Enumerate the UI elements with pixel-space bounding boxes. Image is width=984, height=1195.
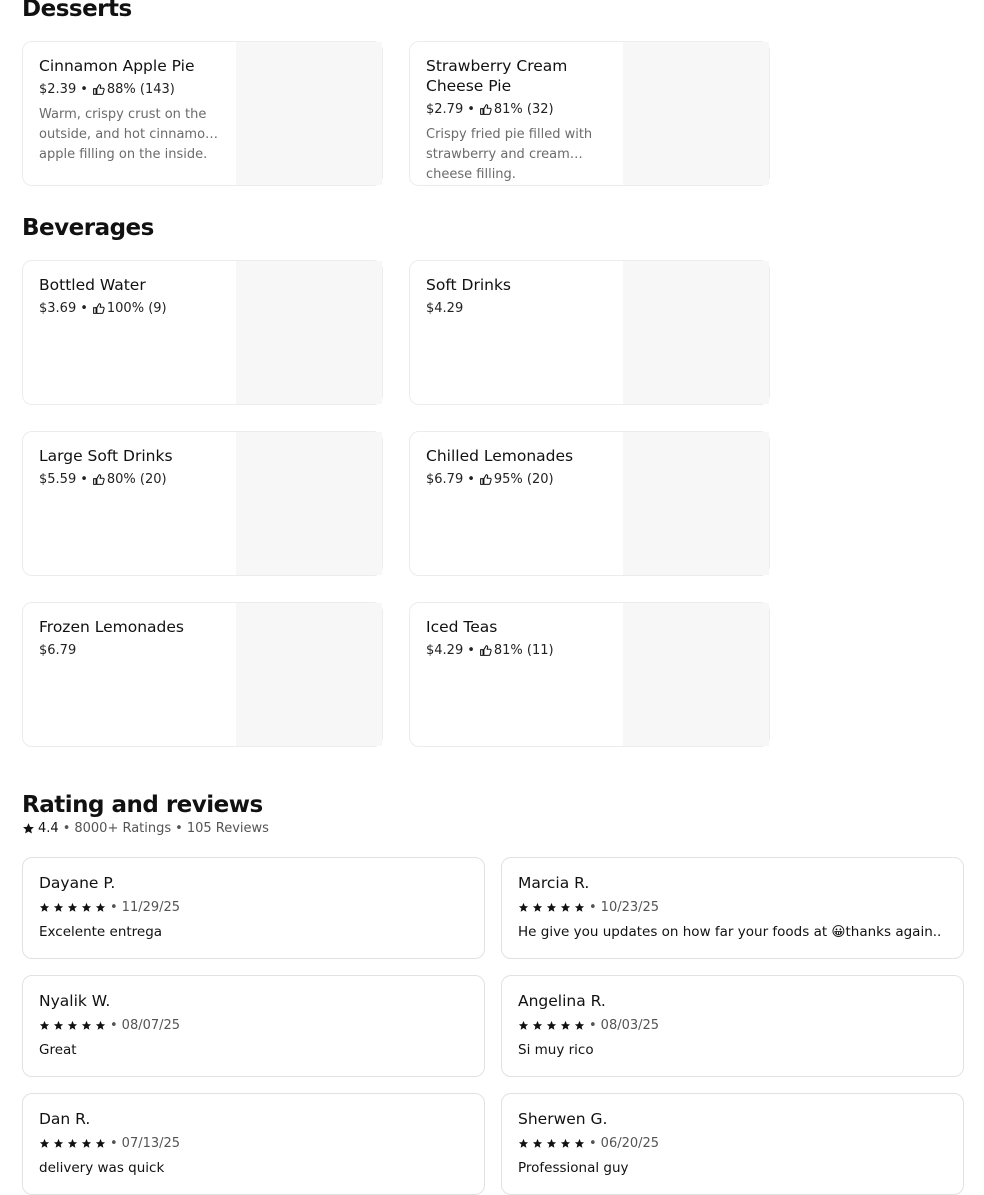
item-price: $2.39 [39,82,77,97]
review-meta: • 08/07/25 [39,1018,180,1033]
review-meta: • 07/13/25 [39,1136,180,1151]
item-meta: $3.69 • 100% (9) [39,301,167,316]
item-image [623,261,769,404]
star-icon [532,1020,543,1031]
item-price: $5.59 [39,472,77,487]
item-description: Crispy fried pie filled with strawberry and cream cheese filling. [426,127,593,182]
item-rating: 81% (11) [493,643,554,658]
star-icon [81,902,92,913]
star-icon [81,1138,92,1149]
star-icon [546,1020,557,1031]
item-name: Strawberry Cream Cheese Pie [426,57,568,95]
item-price: $6.79 [426,472,464,487]
review-card [22,975,485,1077]
review-meta: • 11/29/25 [39,900,180,915]
item-name: Bottled Water [39,276,146,294]
item-meta [39,642,225,659]
item-price: $4.29 [426,643,464,658]
item-name: Chilled Lemonades [426,447,574,465]
review-card [501,857,964,959]
item-image [623,42,769,185]
star-icon [95,1020,106,1031]
thumbs-up-icon [479,644,492,657]
review-meta: • 06/20/25 [518,1136,659,1151]
star-icon [81,1020,92,1031]
item-price: $4.29 [426,301,464,316]
item-rating: 88% (143) [106,82,175,97]
menu-item-card[interactable] [22,260,383,405]
review-card [22,857,485,959]
review-meta: • 10/23/25 [518,900,659,915]
review-date: 08/03/25 [600,1018,660,1033]
star-icon [560,1138,571,1149]
item-meta: $4.29 • 81% (11) [426,643,554,658]
item-image [623,603,769,746]
thumbs-up-icon [92,473,105,486]
review-text: delivery was quick [39,1160,165,1176]
menu-item-card[interactable] [22,602,383,747]
item-description: Warm, crispy crust on the outside, and hot cinnamon apple filling on the inside. [39,107,214,162]
review-stars [518,1138,588,1149]
section-title-beverages: Beverages [22,215,154,241]
star-icon [39,902,50,913]
item-meta: $5.59 • 80% (20) [39,472,167,487]
item-image [236,42,382,185]
menu-item-card[interactable] [22,41,383,186]
menu-item-card[interactable] [409,260,770,405]
review-card [501,1093,964,1195]
item-rating: 81% (32) [493,102,554,117]
thumbs-up-icon [92,302,105,315]
thumbs-up-icon [92,83,105,96]
item-price: $3.69 [39,301,77,316]
review-text: Professional guy [518,1160,629,1176]
review-stars [39,902,109,913]
star-icon [546,902,557,913]
reviewer-name: Sherwen G. [518,1110,608,1128]
menu-item-card[interactable] [409,602,770,747]
star-icon [518,1138,529,1149]
item-price: $2.79 [426,102,464,117]
item-name: Soft Drinks [426,276,512,294]
reviewer-name: Dan R. [39,1110,91,1128]
review-card [501,975,964,1077]
review-text: Excelente entrega [39,924,163,940]
review-card [22,1093,485,1195]
section-title-reviews: Rating and reviews [22,792,263,818]
star-icon [574,1020,585,1031]
star-icon [39,1020,50,1031]
star-icon [39,1138,50,1149]
reviewer-name: Dayane P. [39,874,116,892]
item-meta: $6.79 • 95% (20) [426,472,554,487]
item-rating: 95% (20) [493,472,554,487]
star-icon [67,1138,78,1149]
reviewer-name: Angelina R. [518,992,606,1010]
review-stars [39,1138,109,1149]
star-icon [532,902,543,913]
star-icon [67,902,78,913]
star-icon [532,1138,543,1149]
review-date: 08/07/25 [121,1018,181,1033]
review-date: 07/13/25 [121,1136,181,1151]
star-icon [22,822,35,835]
star-icon [518,1020,529,1031]
item-rating: 80% (20) [106,472,167,487]
star-icon [560,1020,571,1031]
star-icon [67,1020,78,1031]
item-meta: $2.39 • 88% (143) [39,82,175,97]
reviews-count: 105 Reviews [186,821,269,836]
item-name: Cinnamon Apple Pie [39,57,195,75]
review-text: Si muy rico [518,1042,594,1058]
ratings-count: 8000+ Ratings [74,821,172,836]
item-image [623,432,769,575]
menu-item-card[interactable] [409,431,770,576]
review-meta: • 08/03/25 [518,1018,659,1033]
star-icon [53,1020,64,1031]
item-name: Frozen Lemonades [39,618,184,636]
review-stars [518,902,588,913]
item-meta [426,300,612,317]
star-icon [53,1138,64,1149]
star-icon [95,1138,106,1149]
star-icon [53,902,64,913]
item-image [236,261,382,404]
star-icon [518,902,529,913]
item-meta: $2.79 • 81% (32) [426,102,554,117]
review-date: 11/29/25 [121,900,181,915]
item-name: Large Soft Drinks [39,447,173,465]
star-icon [95,902,106,913]
review-date: 10/23/25 [600,900,660,915]
star-icon [546,1138,557,1149]
review-text: Great [39,1042,77,1058]
review-stars [39,1020,109,1031]
reviewer-name: Nyalik W. [39,992,111,1010]
item-name: Iced Teas [426,618,498,636]
section-title-desserts: Desserts [22,0,132,22]
item-rating: 100% (9) [106,301,167,316]
review-text: He give you updates on how far your foods at 😀thanks again.. [518,924,942,940]
reviewer-name: Marcia R. [518,874,590,892]
thumbs-up-icon [479,103,492,116]
star-icon [574,1138,585,1149]
thumbs-up-icon [479,473,492,486]
menu-item-card[interactable] [409,41,770,186]
star-icon [574,902,585,913]
item-image [236,432,382,575]
item-image [236,603,382,746]
review-date: 06/20/25 [600,1136,660,1151]
item-price: $6.79 [39,643,77,658]
menu-item-card[interactable] [22,431,383,576]
rating-summary: 4.4 • 8000+ Ratings • 105 Reviews [22,821,269,836]
rating-score: 4.4 [38,821,59,836]
review-stars [518,1020,588,1031]
star-icon [560,902,571,913]
